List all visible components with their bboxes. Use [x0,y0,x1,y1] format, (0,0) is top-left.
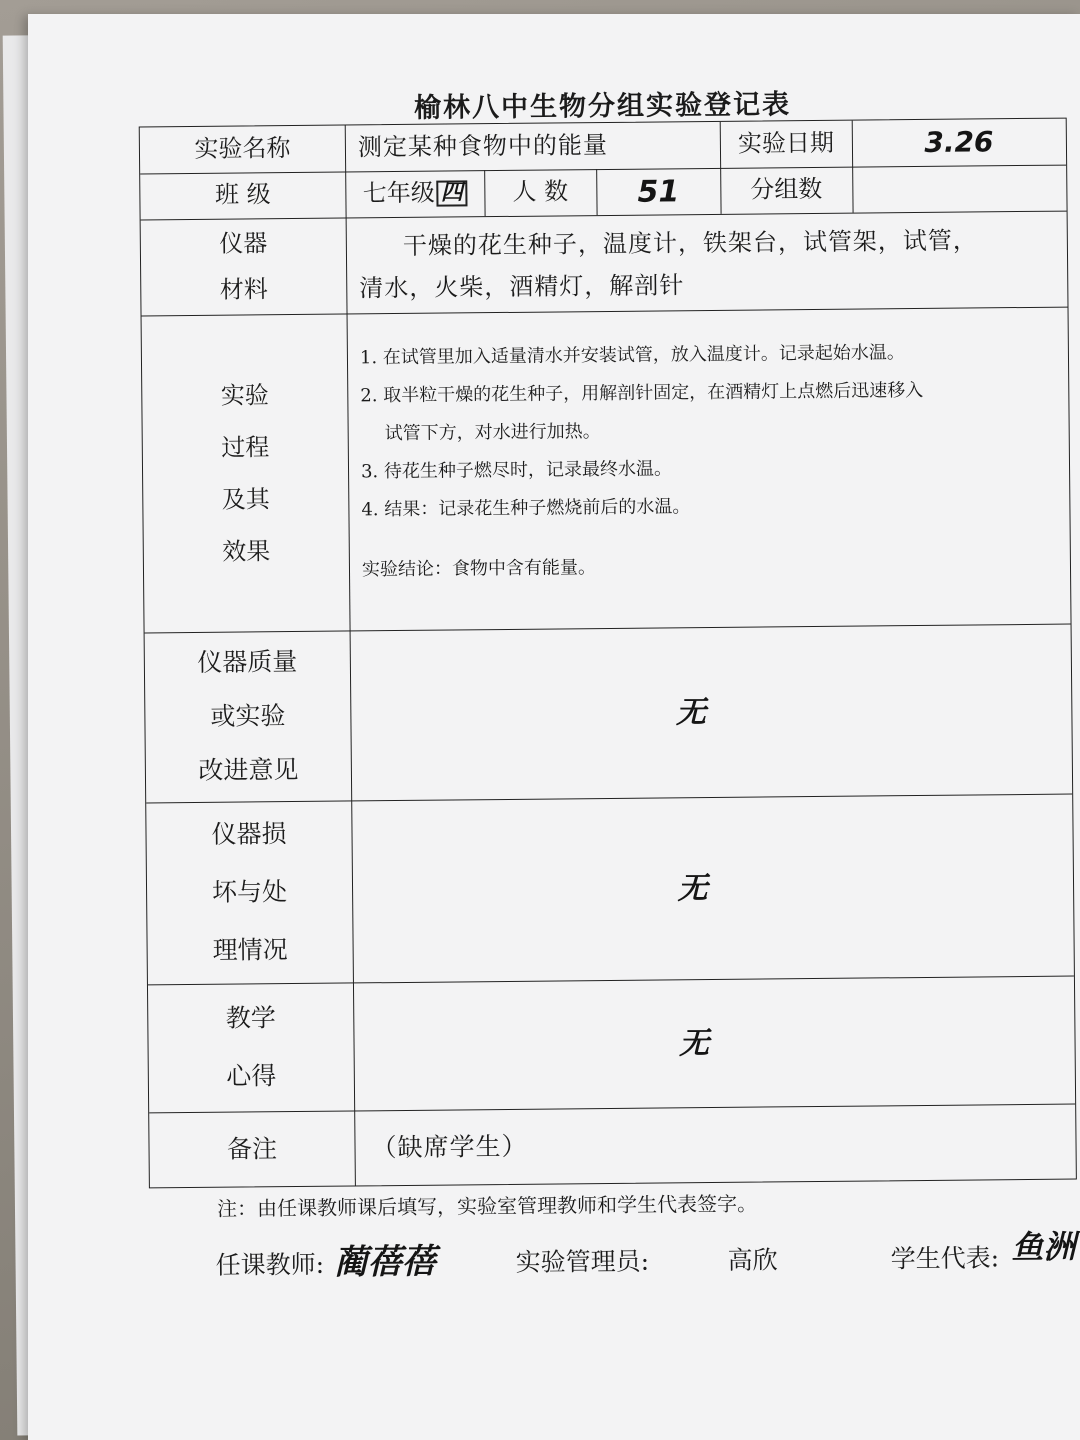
class-cell [345,170,484,217]
paper-sheet [28,14,1080,1440]
headcount-label: 人 数 [512,177,569,207]
process-step: 3. 待花生种子燃尽时，记录最终水温。 [360,458,673,483]
signature-row [215,1229,1080,1298]
materials-line-2: 清水，火柴，酒精灯，解剖针 [359,271,685,303]
class-label: 班 级 [214,180,271,209]
process-step: 2. 取半粒干燥的花生种子，用解剖针固定，在酒精灯上点燃后迅速移入 [360,379,924,407]
process-step: 1. 在试管里加入适量清水并安装试管，放入温度计。记录起始水温。 [359,342,905,369]
damage-value: 无 [677,870,708,906]
admin-label: 实验管理员: [515,1246,650,1277]
group-count-label: 分组数 [750,175,823,204]
materials-value [359,219,1060,310]
footnote: 注：由任课教师课后填写，实验室管理教师和学生代表签字。 [217,1191,758,1221]
materials-line-1: 干燥的花生种子，温度计，铁架台，试管架，试管， [402,226,978,260]
experiment-name-label: 实验名称 [194,134,291,164]
student-label: 学生代表: [890,1243,1000,1274]
teacher-label: 任课教师: [215,1249,325,1280]
class-value: 七年级 [362,178,435,208]
form-table [139,118,1077,1189]
damage-label: 仪器损 坏与处 理情况 [211,819,288,965]
quality-label: 仪器质量 或实验 改进意见 [197,646,299,785]
group-count-value [852,165,1066,213]
headcount-value: 51 [637,173,680,210]
teaching-label: 教学 心得 [225,1003,277,1091]
process-step: 试管下方，对水进行加热。 [384,421,601,445]
form-title: 榆林八中生物分组实验登记表 [413,89,792,124]
process-step: 4. 结果：记录花生种子燃烧前后的水温。 [361,496,691,521]
materials-label: 仪器 材料 [219,229,268,304]
teaching-value: 无 [678,1025,710,1061]
class-number-handwritten: 四 [437,180,467,206]
experiment-date-value: 3.26 [924,125,994,160]
registration-form [132,70,1080,1319]
quality-value: 无 [675,694,707,730]
experiment-name-value: 测定某种食物中的能量 [357,131,609,162]
teacher-signature: 蔺蓓蓓 [333,1241,436,1283]
process-label: 实验 过程 及其 效果 [220,380,271,566]
experiment-date-label: 实验日期 [737,129,835,158]
admin-value: 高欣 [727,1245,778,1275]
remarks-label: 备注 [226,1133,278,1164]
process-steps [360,333,1062,590]
remarks-value: （缺席学生） [371,1131,528,1163]
student-signature: 鱼洲 [1011,1227,1076,1267]
process-conclusion: 实验结论：食物中含有能量。 [361,557,597,581]
